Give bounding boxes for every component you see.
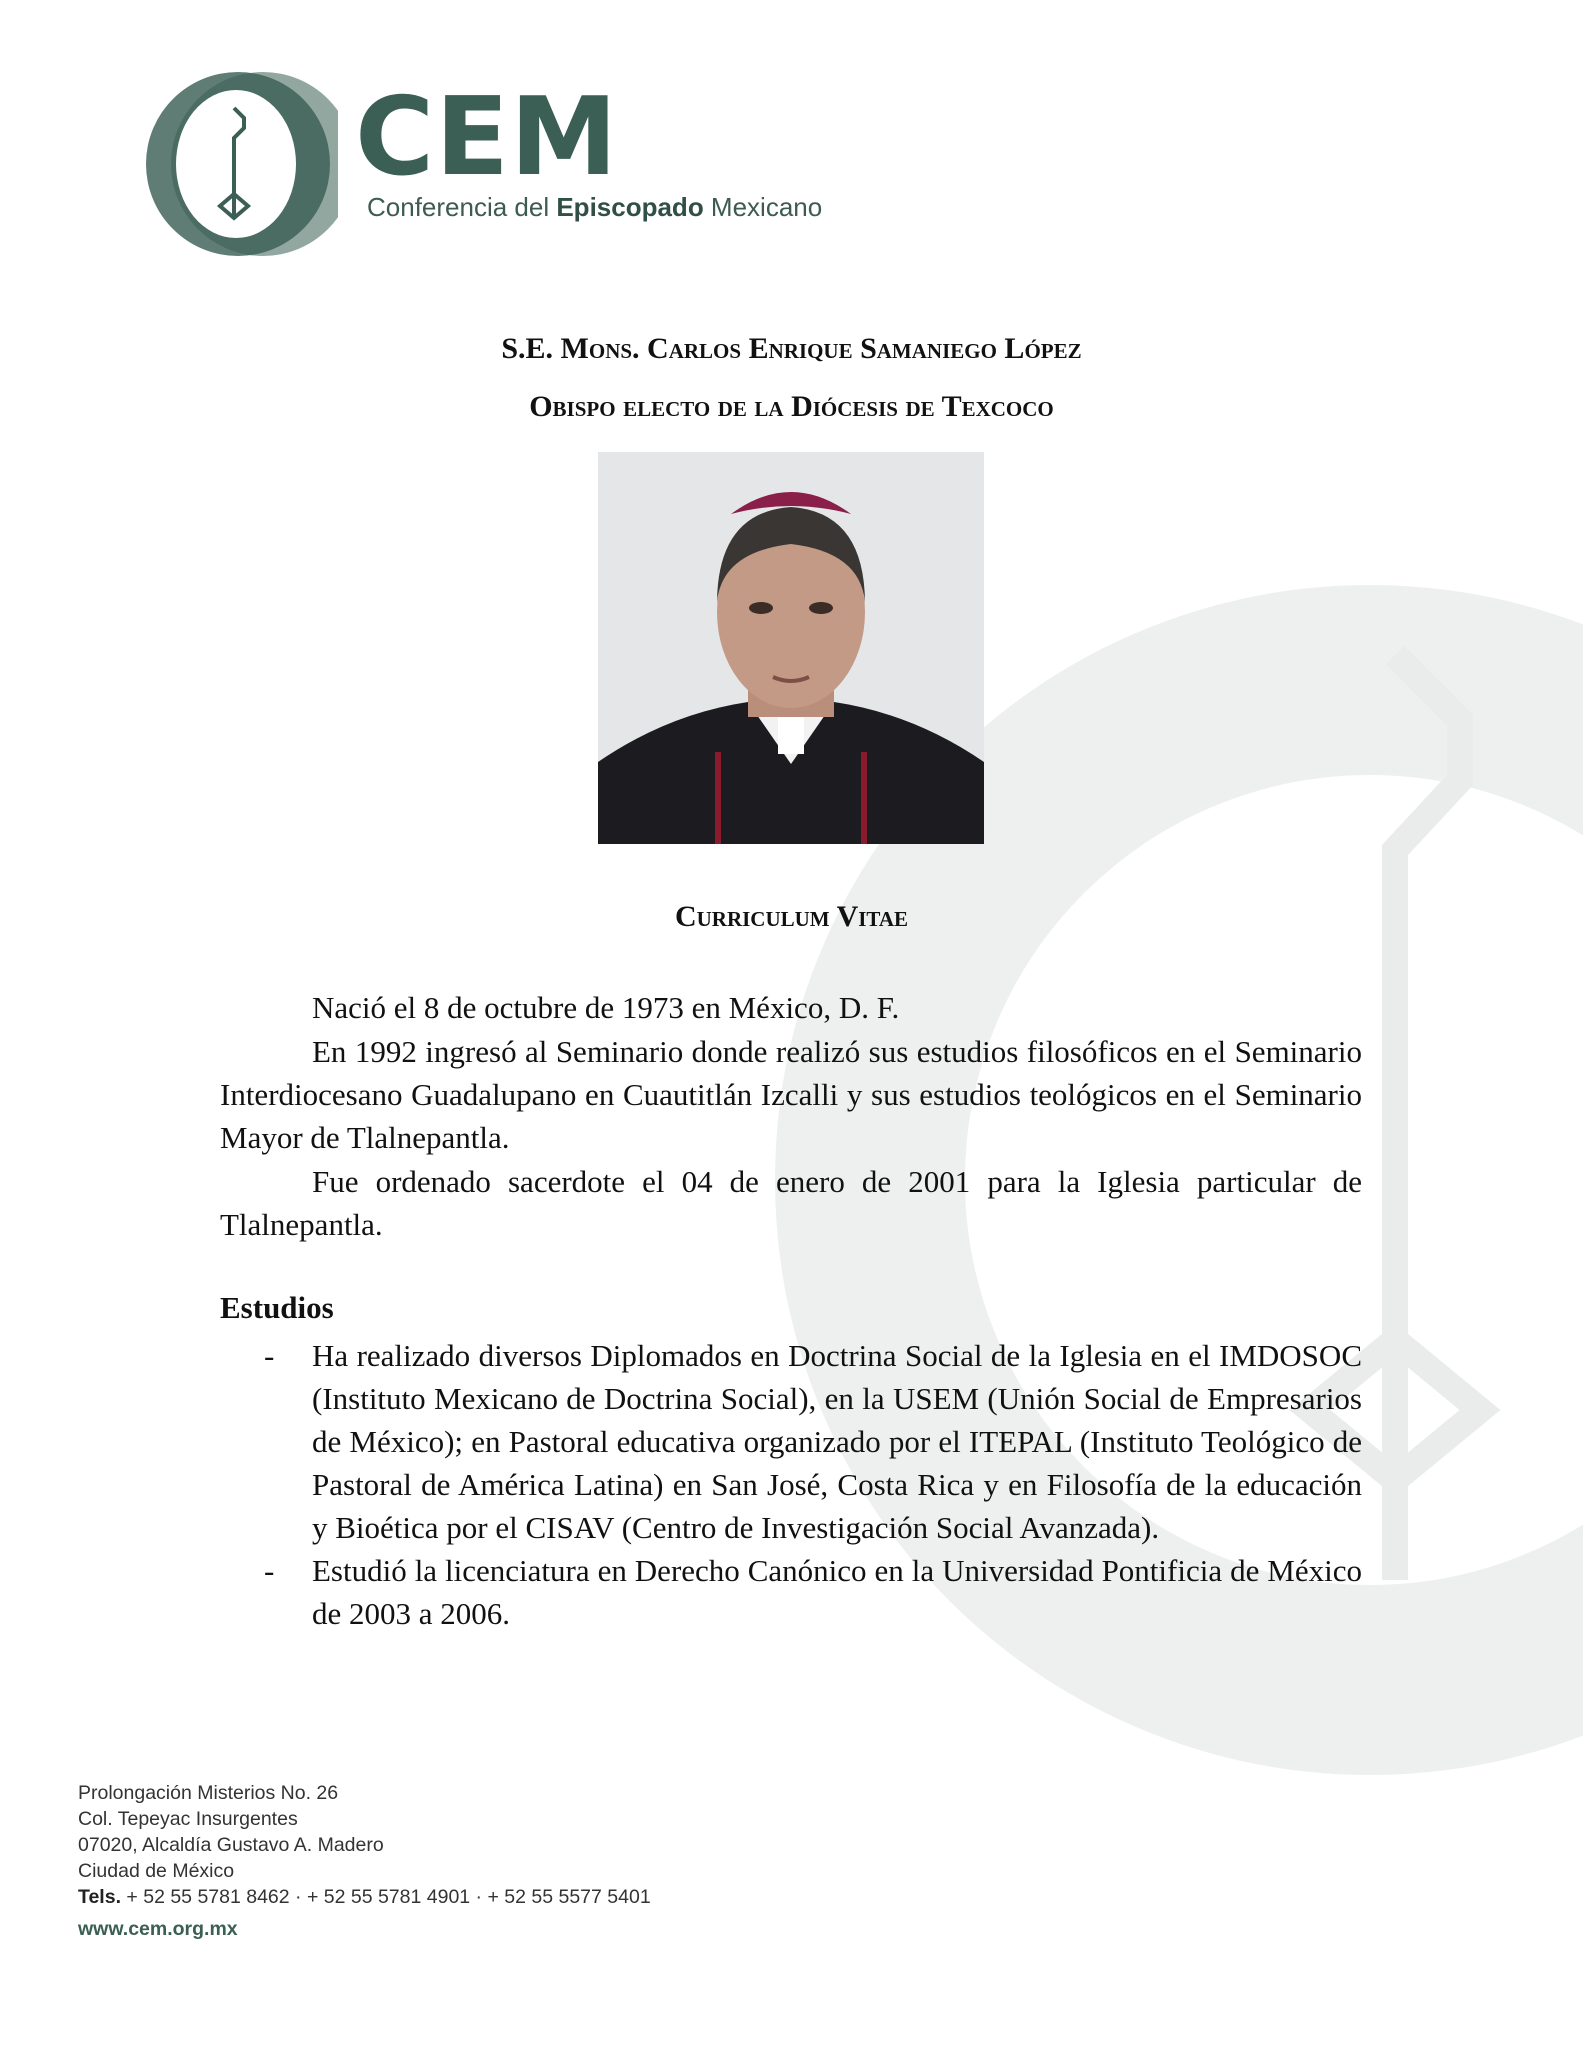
website-link[interactable]: www.cem.org.mx — [78, 1918, 238, 1940]
list-item — [220, 1549, 1362, 1635]
brand-sub-post: Mexicano — [703, 192, 823, 222]
address-line: Prolongación Misterios No. 26 — [78, 1782, 339, 1804]
paragraph-ordination: Fue ordenado sacerdote el 04 de enero de 2001 para la Iglesia particular de Tlalnepantla. — [220, 1164, 1362, 1242]
brand-sub-pre: Conferencia del — [367, 192, 557, 222]
bullet-dash: - — [264, 1553, 275, 1588]
brand-sub-bold: Episcopado — [556, 192, 704, 222]
brand-subtitle — [367, 192, 822, 223]
paragraph-birth: Nació el 8 de octubre de 1973 en México, D. F. — [312, 990, 900, 1025]
studies-list — [220, 1334, 1362, 1635]
studies-heading: Estudios — [220, 1290, 334, 1325]
studies-item-text: Ha realizado diversos Diplomados en Doctrina Social de la Iglesia en el IMDOSOC (Instituto Mexicano de Doctrina Social), en la USEM (Unión Social de Empresarios de México); en Pastoral educativa organizado por el ITEPAL (Instituto Teológico de Pastoral de América Latina) en San José, Costa Rica y en Filosofía de la educación y Bioética por el CISAV (Centro de Investigación Social Avanzada). — [312, 1338, 1362, 1545]
list-item — [220, 1334, 1362, 1549]
brand-name: CEM — [355, 75, 619, 200]
cem-logo-icon — [138, 66, 338, 262]
address-line: Ciudad de México — [78, 1860, 235, 1882]
section-title: Curriculum Vitae — [674, 900, 909, 933]
address-line: Col. Tepeyac Insurgentes — [78, 1808, 298, 1830]
phone-line — [78, 1884, 651, 1910]
tels-label: Tels. — [78, 1886, 121, 1908]
address-line: 07020, Alcaldía Gustavo A. Madero — [78, 1834, 384, 1856]
studies-item-text: Estudió la licenciatura en Derecho Canónico en la Universidad Pontificia de México de 2003 a 2006. — [312, 1553, 1362, 1631]
footer-address — [78, 1780, 651, 1942]
tels-numbers: + 52 55 5781 8462 · + 52 55 5781 4901 · + 52 55 5577 5401 — [121, 1886, 651, 1908]
bullet-dash: - — [264, 1338, 275, 1373]
person-role-title: Obispo electo de la Diócesis de Texcoco — [529, 390, 1054, 423]
person-name-title: S.E. Mons. Carlos Enrique Samaniego López — [501, 332, 1082, 365]
portrait-photo — [598, 452, 984, 844]
brand-block — [355, 75, 823, 223]
paragraph-seminary: En 1992 ingresó al Seminario donde realizó sus estudios filosóficos en el Seminario Interdiocesano Guadalupano en Cuautitlán Izcalli y sus estudios teológicos en el Seminario Mayor de Tlalnepantla. — [220, 1034, 1362, 1155]
